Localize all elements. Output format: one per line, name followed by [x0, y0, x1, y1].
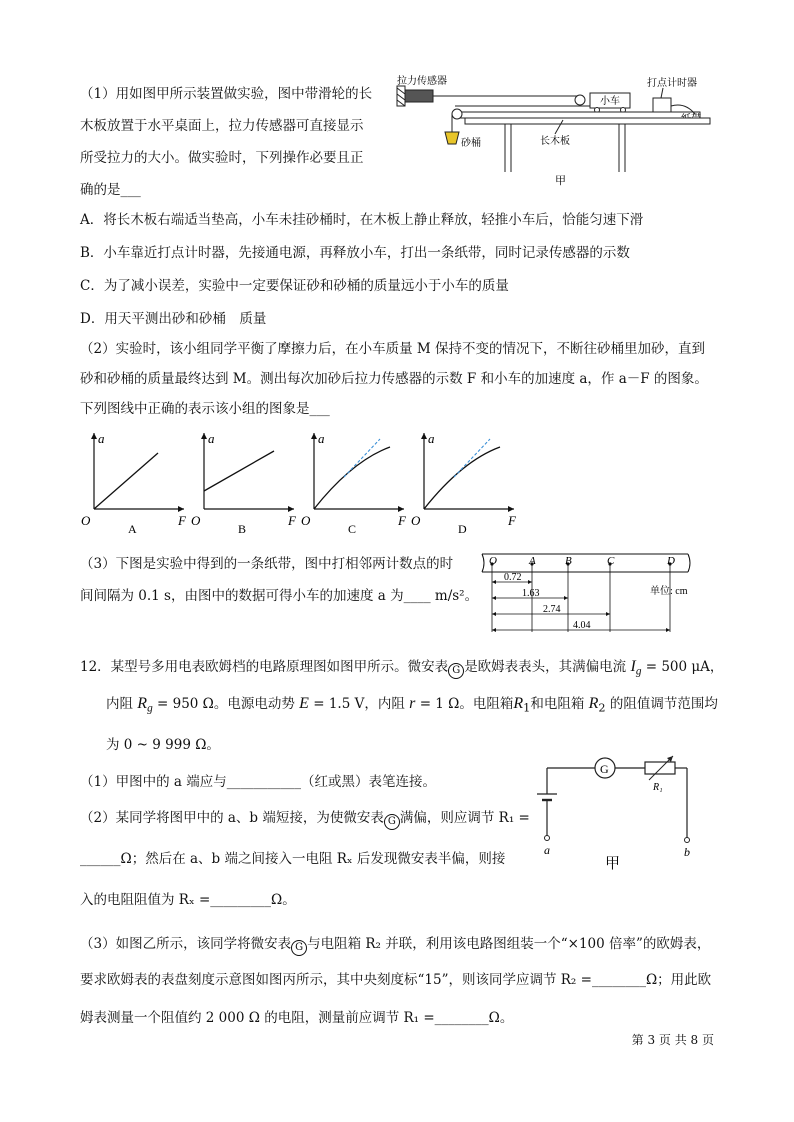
q12-p2-text2: 满偏，则应调节 R₁ =	[399, 810, 530, 826]
arrow-head	[606, 612, 610, 616]
arrow-head	[528, 580, 532, 584]
sym-r2-sub: 2	[598, 701, 606, 715]
sym-r1-sub: 1	[523, 701, 531, 715]
page-footer: 第 3 页 共 8 页	[631, 1033, 714, 1047]
q11-option-a: A．将长木板右端适当垫高，小车未挂砂桶时，在木板上静止释放，轻推小车后，恰能匀速下滑	[80, 212, 644, 228]
graph-curve	[94, 453, 158, 509]
sym-rg-sub: g	[147, 702, 153, 715]
terminal-b-label: b	[684, 845, 690, 859]
tape-distance-label: 0.72	[504, 572, 522, 583]
a-f-graphs	[80, 425, 520, 545]
y-arrow	[421, 433, 427, 439]
wall-mount	[397, 86, 405, 106]
q12-p3-line1	[80, 934, 710, 956]
q12-p2-line3: 入的电阻阻值为 Rₓ =_________Ω。	[80, 892, 296, 908]
q12-line1-eq: = 500 μA，	[645, 659, 724, 675]
x-label: F	[508, 513, 516, 528]
y-arrow	[91, 433, 97, 439]
left-pulley	[452, 109, 462, 119]
x-arrow	[398, 506, 404, 512]
g-meter-icon: G	[448, 663, 464, 679]
q11-option-d: D．用天平测出砂和砂桶 质量	[80, 311, 267, 327]
graph-b	[191, 431, 297, 536]
bucket	[445, 132, 459, 144]
arrow-head	[492, 580, 496, 584]
origin-label: O	[191, 513, 201, 528]
q12-p2-line2: ______Ω；然后在 a、b 端之间接入一电阻 Rₓ 后发现微安表半偏，则接	[80, 851, 506, 867]
tape-left-end	[482, 554, 484, 572]
sym-rg: R	[137, 695, 148, 712]
timer-label: 打点计时器	[647, 78, 697, 89]
board-label: 长木板	[540, 136, 570, 147]
cart-label: 小车	[600, 96, 620, 107]
tape-right-end	[688, 554, 690, 572]
table-top	[465, 118, 710, 124]
arrow-head	[492, 596, 496, 600]
bucket-label: 砂桶	[461, 138, 481, 149]
q12-p3-line3: 姆表测量一个阻值约 2 000 Ω 的电阻，测量前应调节 R₁ =________Ω。	[80, 1010, 514, 1026]
figure-caption-jia: 甲	[555, 175, 566, 187]
y-label: a	[318, 431, 325, 446]
x-arrow	[288, 506, 294, 512]
dashed-tangent	[344, 439, 380, 477]
y-label: a	[98, 431, 105, 446]
tape-distance-label: 1.63	[522, 588, 540, 599]
paper-tape-figure	[480, 548, 720, 638]
dot-timer	[653, 98, 671, 112]
x-arrow	[178, 506, 184, 512]
q11-p1-line2: 木板放置于水平桌面上，拉力传感器可直接显示	[80, 118, 364, 134]
q12-p1: （1）甲图中的 a 端应与___________（红或黑）表笔连接。	[80, 774, 436, 790]
sym-r1: R	[513, 695, 524, 712]
q11-p2-line2: 砂和砂桶的质量最终达到 M。测出每次加砂后拉力传感器的示数 F 和小车的加速度 a，作 a－F 的图象。	[80, 371, 708, 387]
origin-label: O	[411, 513, 421, 528]
tape-distance-label: 2.74	[543, 604, 561, 615]
arrow-head	[564, 596, 568, 600]
terminal-b	[685, 838, 690, 843]
x-label: F	[288, 513, 296, 528]
graph-a	[81, 431, 187, 536]
sym-r: r	[409, 695, 416, 712]
sym-ig-sub: g	[635, 665, 642, 678]
x-arrow	[508, 506, 514, 512]
tape-point-label: O	[489, 555, 497, 567]
q12-line1-mid: 是欧姆表表头，其满偏电流	[464, 659, 627, 675]
meter-label: G	[600, 762, 609, 776]
q12-line1	[80, 655, 723, 684]
g-meter-icon: G	[384, 814, 400, 830]
x-label: F	[398, 513, 406, 528]
tape-unit-label: 单位: cm	[650, 586, 688, 597]
dashed-tangent	[454, 439, 490, 477]
q11-p2-line3: 下列图线中正确的表示该小组的图象是___	[80, 401, 330, 417]
q12-p3-text1: （3）如图乙所示，该同学将微安表	[80, 936, 292, 952]
origin-label: O	[301, 513, 311, 528]
tape-point-label: D	[667, 555, 675, 567]
q12-line2	[106, 692, 718, 721]
y-label: a	[208, 431, 215, 446]
terminal-a-label: a	[544, 843, 550, 857]
r1-label: R₁	[653, 782, 663, 793]
y-arrow	[311, 433, 317, 439]
sensor-label: 拉力传感器	[397, 76, 447, 87]
force-sensor	[405, 90, 433, 102]
graph-curve	[424, 447, 500, 509]
tape-distance-label: 4.04	[573, 620, 591, 631]
arrow-head	[492, 628, 496, 632]
apparatus-figure	[395, 72, 715, 192]
q12-p2-text1: （2）某同学将图甲中的 a、b 端短接，为使微安表	[80, 810, 384, 826]
graph-c	[301, 431, 407, 536]
graph-curve	[204, 451, 274, 491]
q11-p1-line3: 所受拉力的大小。做实验时，下列操作必要且正	[80, 150, 364, 166]
long-board	[455, 112, 700, 118]
y-label: a	[428, 431, 435, 446]
q12-line3: 为 0 ~ 9 999 Ω。	[106, 737, 220, 753]
q12-line2-eq3: = 1 Ω。电阻箱	[419, 696, 514, 712]
q12-line2-mid: 和电阻箱	[530, 696, 585, 712]
q11-p3-line2: 间间隔为 0.1 s，由图中的数据可得小车的加速度 a 为____ m/s²。	[80, 588, 479, 604]
upper-pulley	[575, 95, 585, 105]
q11-p3-line1: （3）下图是实验中得到的一条纸带，图中打相邻两计数点的时	[80, 556, 454, 572]
circuit-figure	[525, 750, 715, 880]
q12-line1-pre: 12．某型号多用电表欧姆档的电路原理图如图甲所示。微安表	[80, 659, 449, 675]
graph-d	[411, 431, 517, 536]
q11-p1-line4: 确的是___	[80, 182, 141, 198]
q12-p2-line1	[80, 808, 530, 830]
graph-curve	[314, 447, 390, 509]
q11-p2-line1: （2）实验时，该小组同学平衡了摩擦力后，在小车质量 M 保持不变的情况下，不断往砂桶里加砂，直到	[80, 341, 705, 357]
tape-point-label: A	[529, 555, 536, 567]
resistor-r1	[645, 762, 675, 774]
x-label: F	[178, 513, 186, 528]
tape-point-label: C	[607, 555, 615, 567]
q12-p3-text2: 与电阻箱 R₂ 并联，利用该电路图组装一个“×100 倍率”的欧姆表，	[307, 936, 711, 952]
q11-option-c: C．为了减小误差，实验中一定要保证砂和砂桶的质量远小于小车的质量	[80, 278, 509, 294]
g-meter-icon: G	[291, 940, 307, 956]
graph-letter: D	[458, 522, 467, 536]
origin-label: O	[81, 513, 91, 528]
sym-r2: R	[588, 695, 599, 712]
q12-line2-eq2: = 1.5 V，内阻	[313, 696, 405, 712]
q12-line2-pre: 内阻	[106, 696, 133, 712]
arrow-head	[492, 612, 496, 616]
figure-caption-jia-2: 甲	[605, 856, 621, 872]
q12-p3-line2: 要求欧姆表的表盘刻度示意图如图丙所示，其中央刻度标“15”，则该同学应调节 R₂ =________Ω；用此欧	[80, 972, 712, 988]
graph-letter: C	[348, 522, 357, 536]
q12-line2-post: 的阻值调节范围均	[609, 696, 718, 712]
q11-option-b: B．小车靠近打点计时器，先接通电源，再释放小车，打出一条纸带，同时记录传感器的示数	[80, 245, 630, 261]
graph-letter: B	[238, 522, 247, 536]
q12-line2-eq1: = 950 Ω。电源电动势	[157, 696, 295, 712]
y-arrow	[201, 433, 207, 439]
sym-ig: I	[630, 658, 636, 675]
terminal-a	[545, 836, 550, 841]
sym-e: E	[299, 695, 309, 712]
graph-letter: A	[128, 522, 137, 536]
q11-p1-line1: （1）用如图甲所示装置做实验，图中带滑轮的长	[80, 86, 373, 102]
tape-point-label: B	[565, 555, 572, 567]
arrow-head	[666, 628, 670, 632]
